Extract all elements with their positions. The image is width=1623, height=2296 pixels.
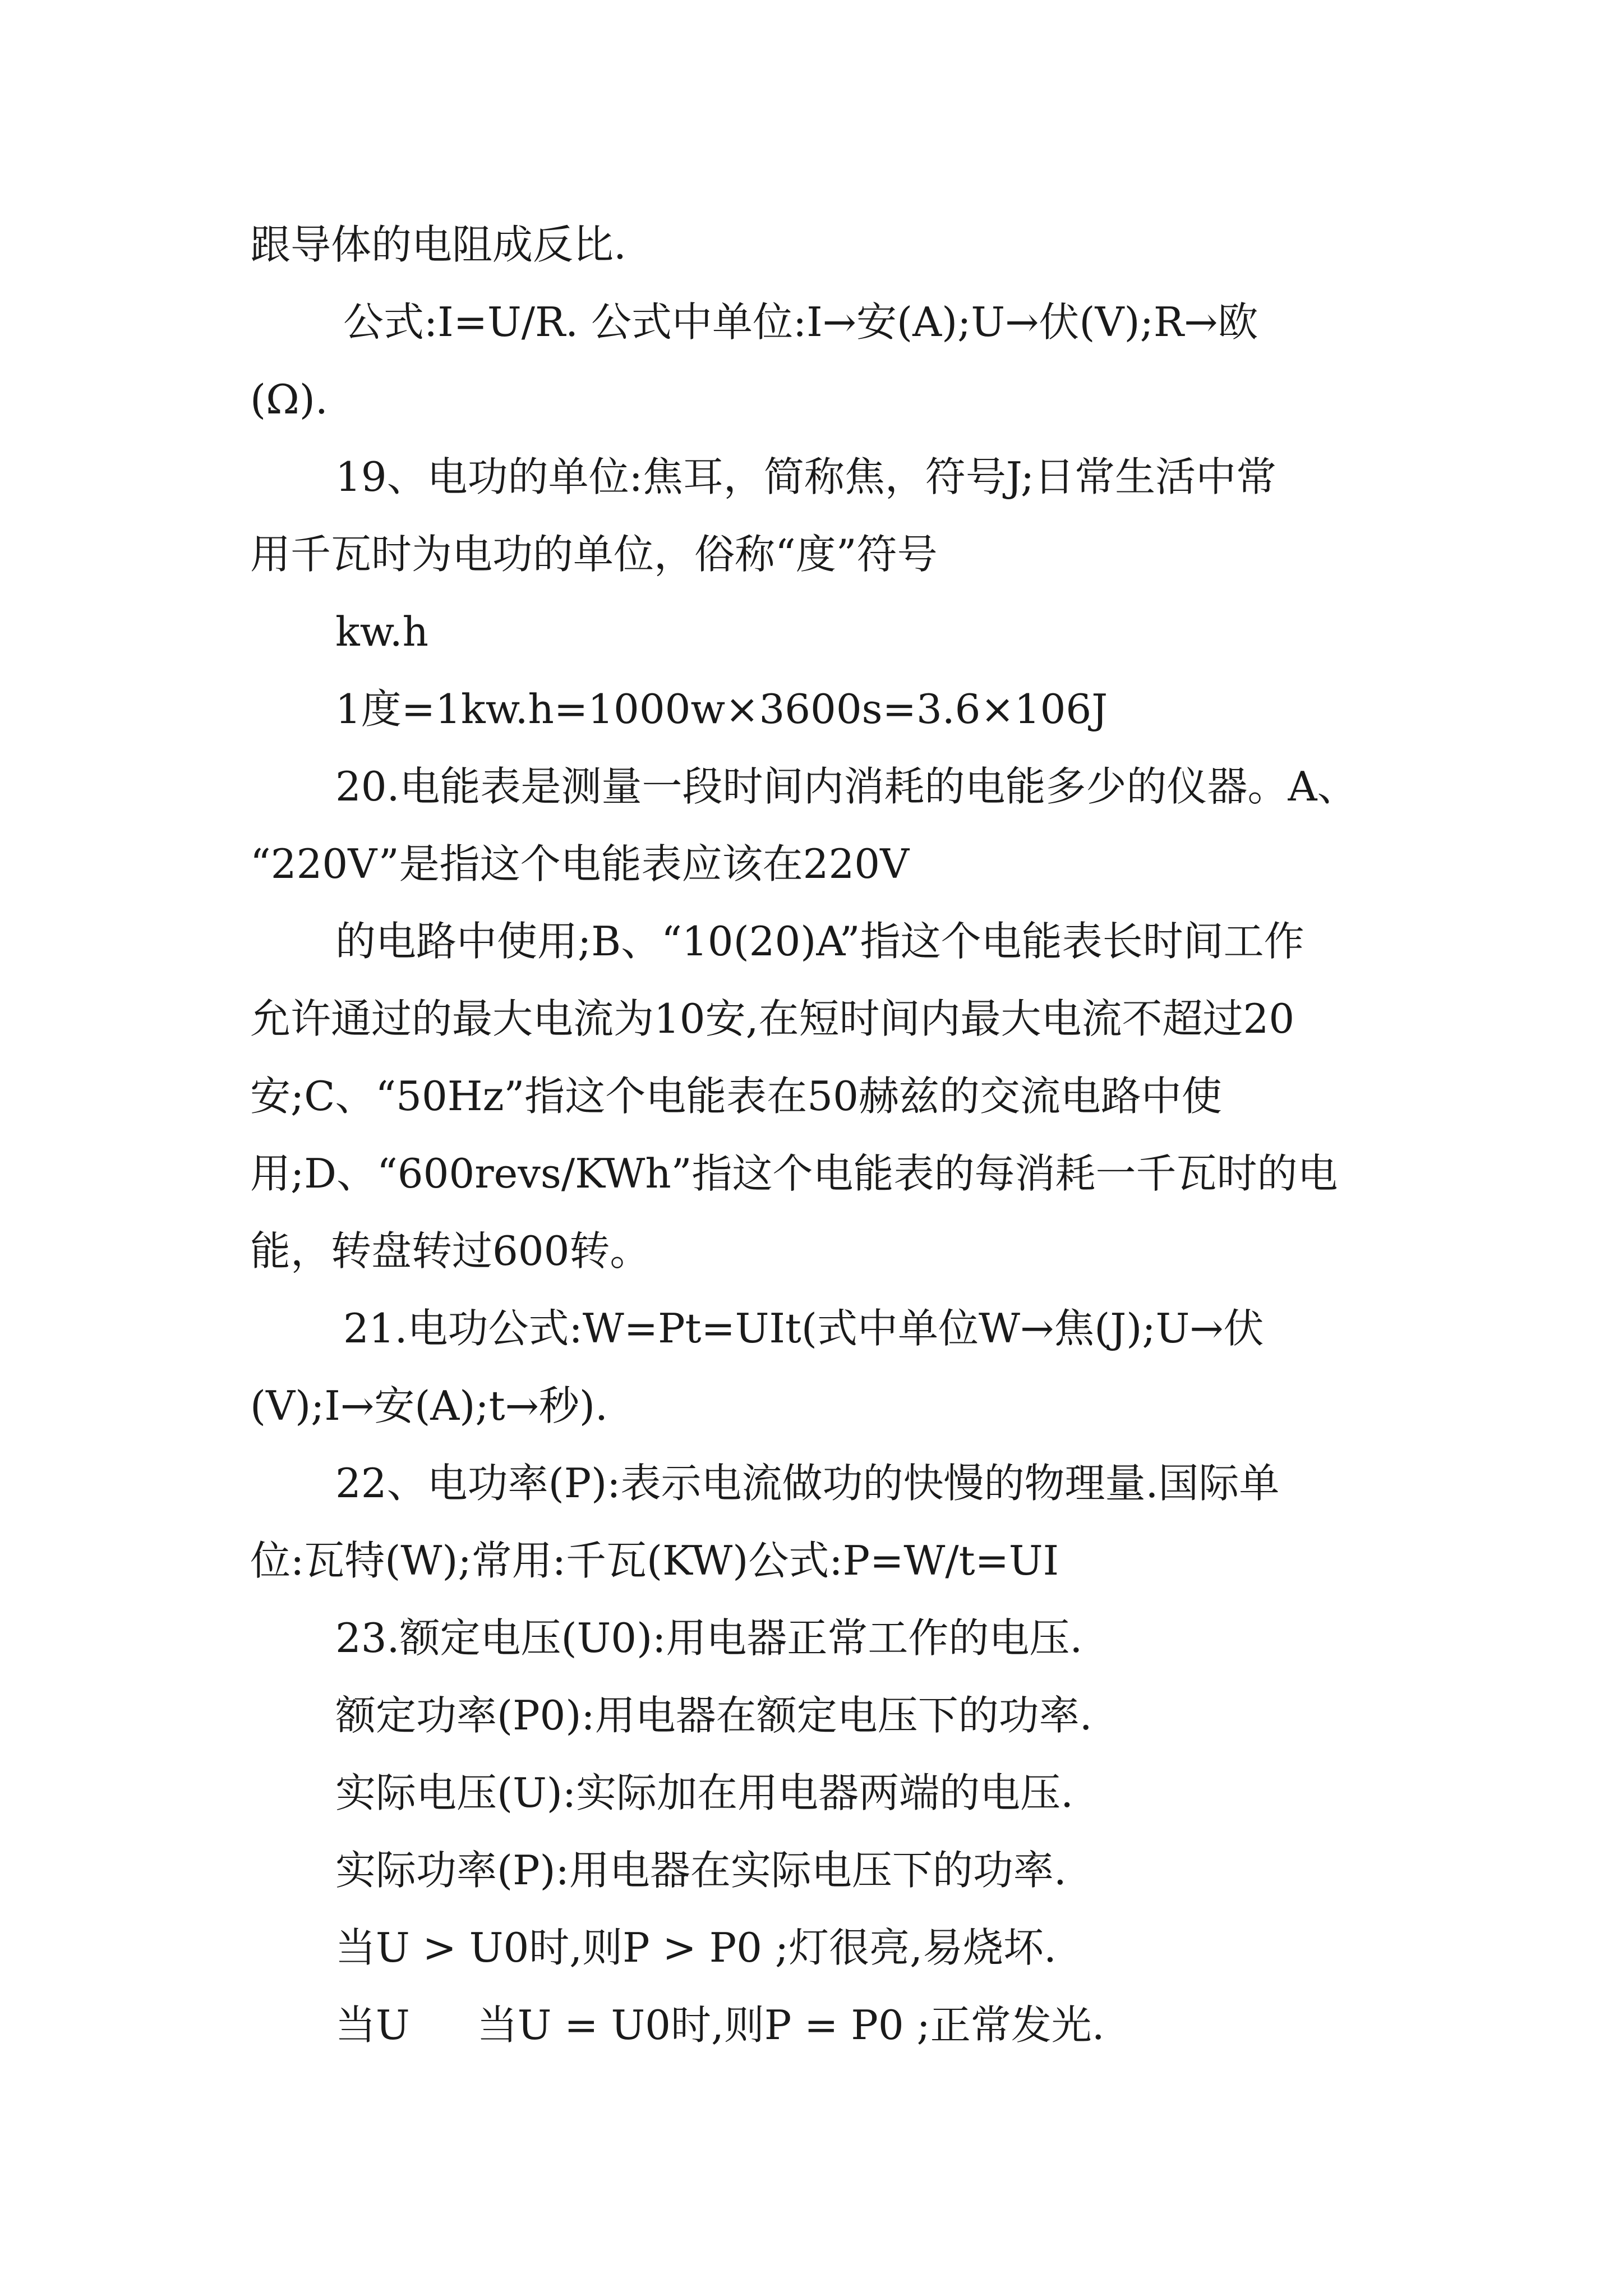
text-line: 22、电功率(P):表示电流做功的快慢的物理量.国际单 <box>335 1460 1280 1507</box>
text-line-composite <box>335 2001 1105 2049</box>
text-line: 允许通过的最大电流为10安,在短时间内最大电流不超过20 <box>250 995 1295 1042</box>
text-line: 21.电功公式:W=Pt=UIt(式中单位W→焦(J);U→伏 <box>343 1305 1264 1352</box>
text-line: 额定功率(P0):用电器在额定电压下的功率. <box>335 1692 1092 1739</box>
text-line: 19、电功的单位:焦耳，简称焦，符号J;日常生活中常 <box>335 453 1277 500</box>
text-fragment: 当U <box>335 2001 410 2049</box>
text-line: 1度=1kw.h=1000w×3600s=3.6×106J <box>335 685 1108 733</box>
text-line: 23.额定电压(U0):用电器正常工作的电压. <box>335 1614 1083 1662</box>
text-line: 20.电能表是测量一段时间内消耗的电能多少的仪器。A、 <box>335 763 1358 810</box>
text-line: 安;C、“50Hz”指这个电能表在50赫兹的交流电路中使 <box>250 1073 1222 1120</box>
text-line: 实际功率(P):用电器在实际电压下的功率. <box>335 1847 1067 1894</box>
text-line: kw.h <box>335 608 428 655</box>
text-line: 公式:I=U/R. 公式中单位:I→安(A);U→伏(V);R→欧 <box>343 298 1258 346</box>
text-line: 当U > U0时,则P > P0 ;灯很亮,易烧坏. <box>335 1924 1057 1971</box>
text-line: (Ω). <box>250 376 328 423</box>
text-line: (V);I→安(A);t→秒). <box>250 1382 608 1429</box>
text-line: 用千瓦时为电功的单位，俗称“度”符号 <box>250 531 938 578</box>
text-line: 实际电压(U):实际加在用电器两端的电压. <box>335 1769 1074 1816</box>
text-line: 用;D、“600revs/KWh”指这个电能表的每消耗一千瓦时的电 <box>250 1150 1338 1197</box>
text-line: “220V”是指这个电能表应该在220V <box>250 840 910 887</box>
text-line: 的电路中使用;B、“10(20)A”指这个电能表长时间工作 <box>335 918 1304 965</box>
text-line: 跟导体的电阻成反比. <box>250 221 626 268</box>
text-fragment: 当U = U0时,则P = P0 ;正常发光. <box>477 2001 1105 2049</box>
text-line: 位:瓦特(W);常用:千瓦(KW)公式:P=W/t=UI <box>250 1537 1059 1584</box>
text-line: 能，转盘转过600转。 <box>250 1227 651 1274</box>
